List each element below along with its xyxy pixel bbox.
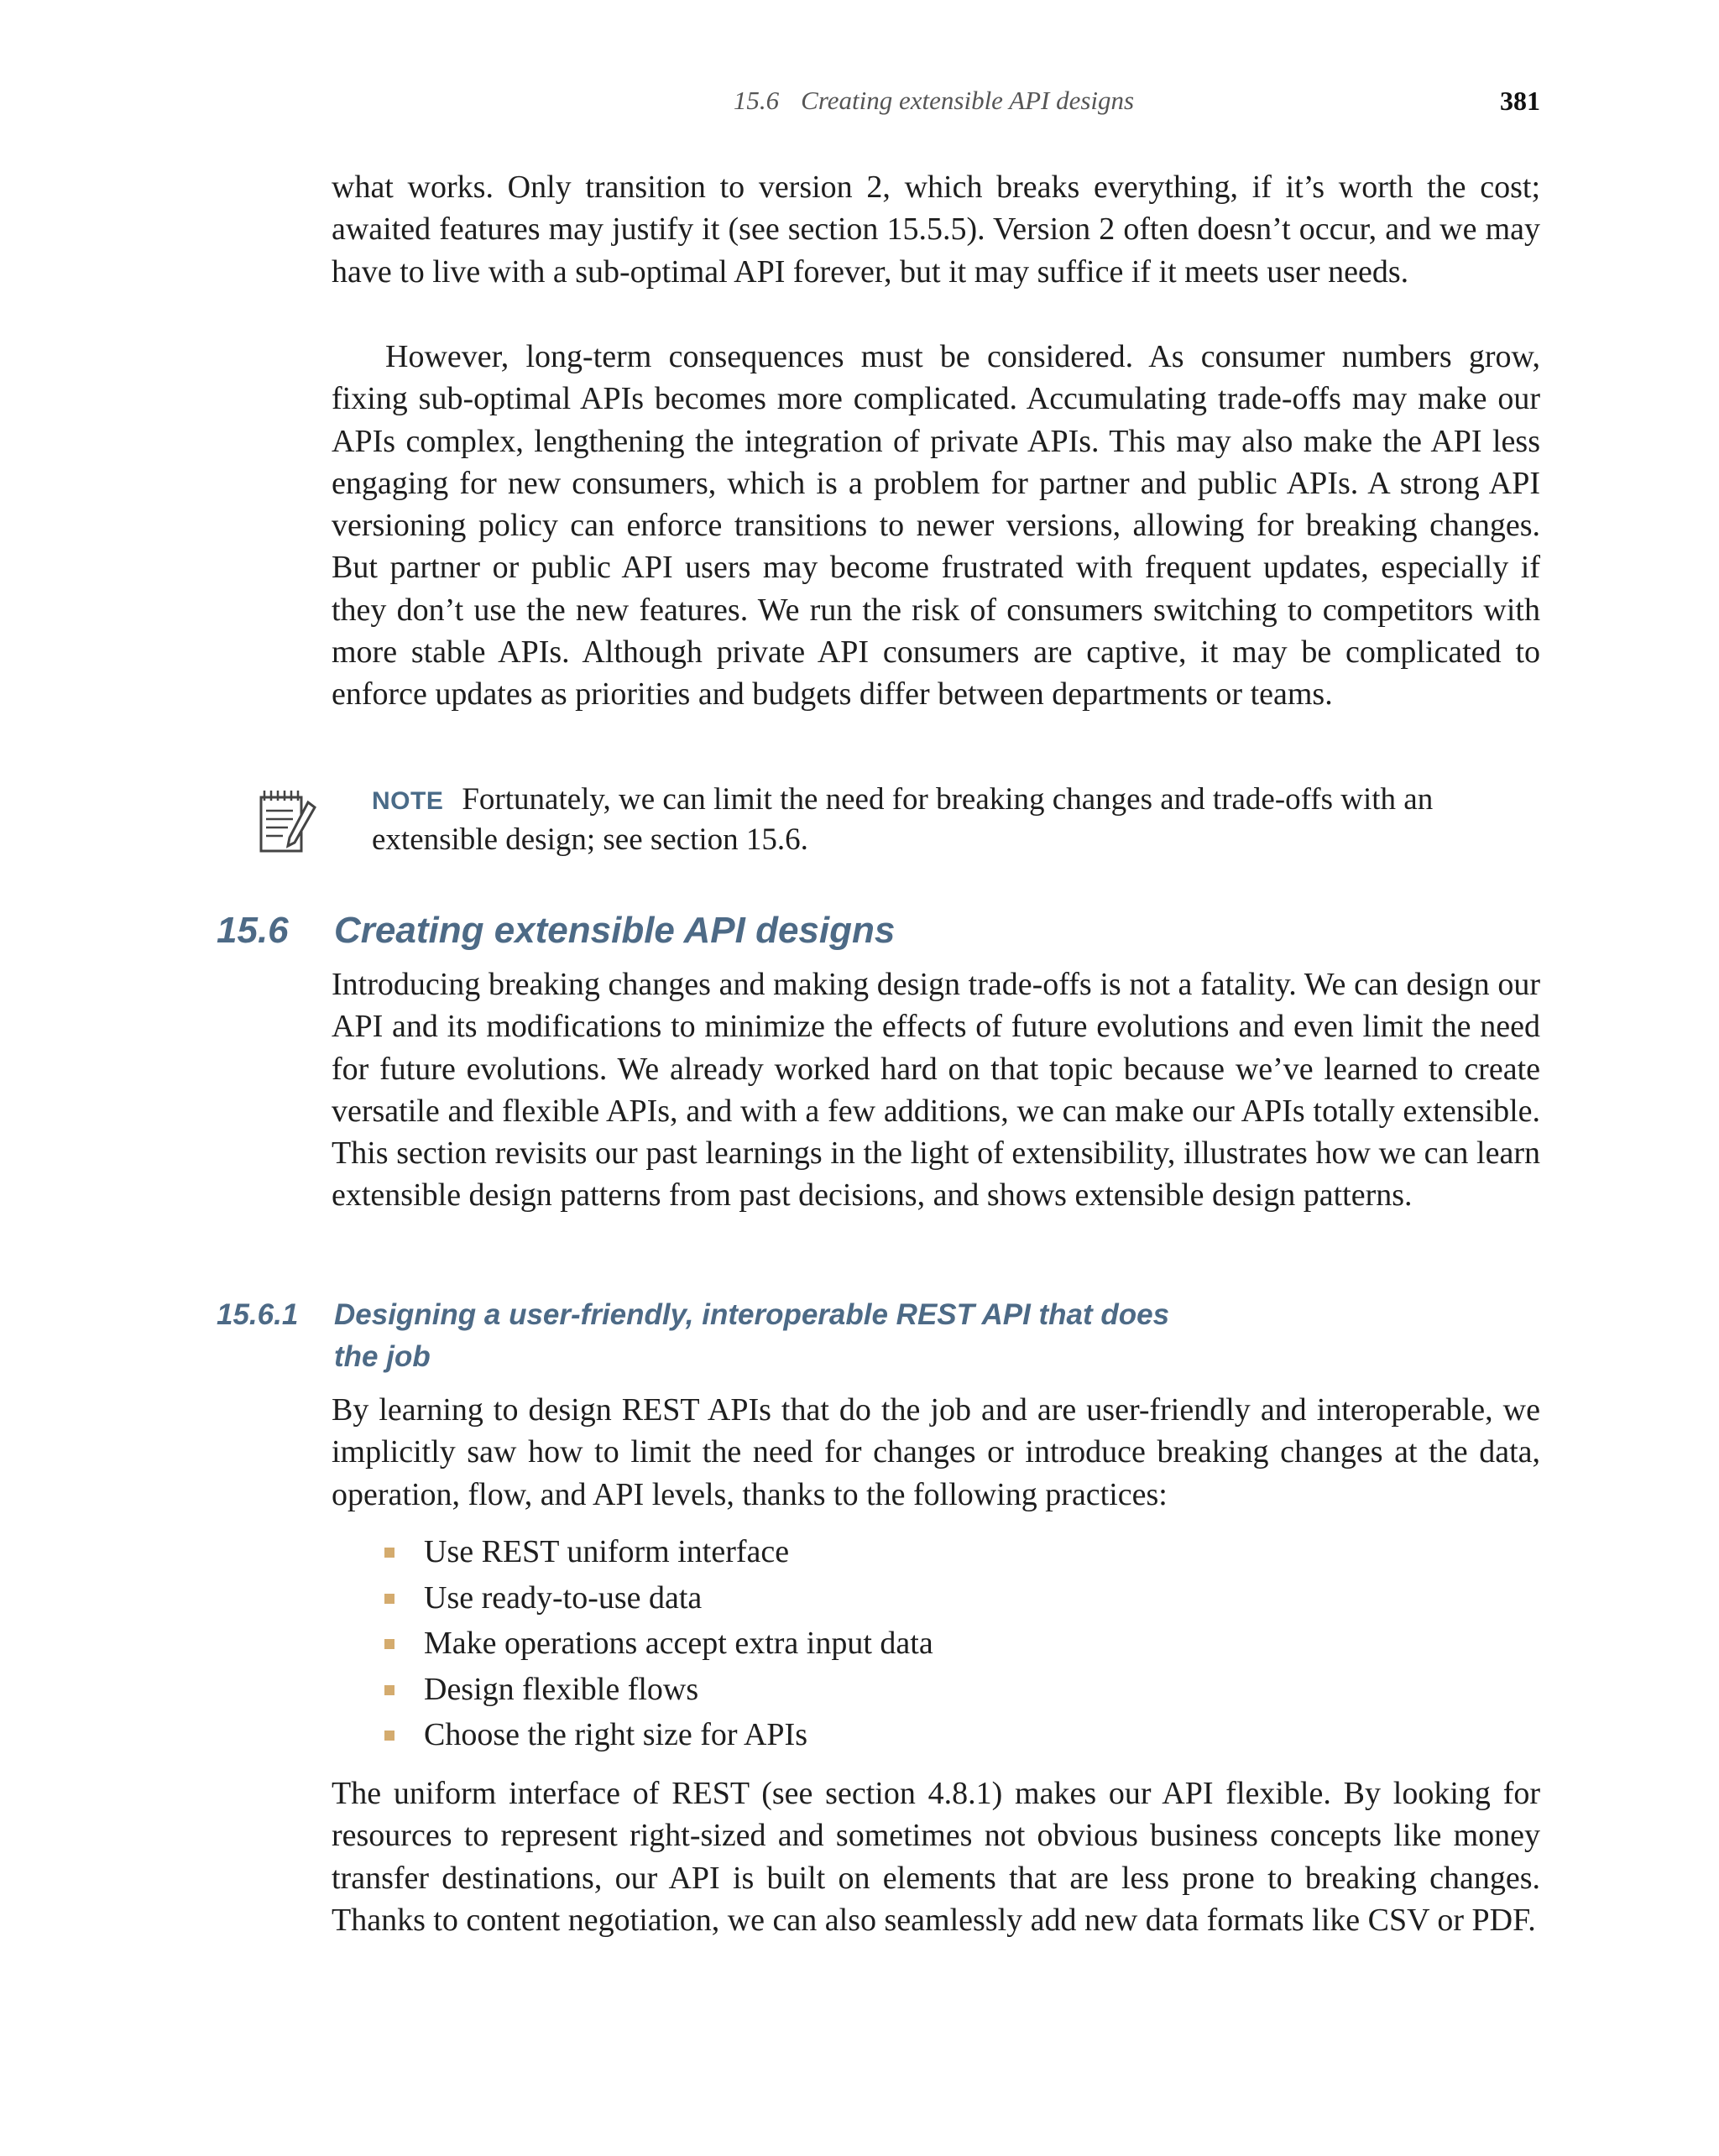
bullet-marker bbox=[384, 1639, 394, 1649]
subsection-intro bbox=[332, 1389, 1540, 1516]
paragraph-text: what works. Only transition to version 2, which breaks everything, if it’s worth the cost; awaited features may justify it (see section 15.5.5). Version 2 often doesn’t occur, and we may have to live with a sub-optimal API forever, but it may suffice if it meets user needs. bbox=[332, 170, 1540, 290]
bullet-marker bbox=[384, 1594, 394, 1604]
list-item: Choose the right size for APIs bbox=[332, 1712, 1540, 1758]
bullet-marker bbox=[384, 1685, 394, 1695]
list-item: Use REST uniform interface bbox=[332, 1529, 1540, 1575]
subsection-title: Designing a user-friendly, interoperable REST API that does the job bbox=[334, 1298, 1170, 1373]
bullet-marker bbox=[384, 1548, 394, 1558]
running-section-title: Creating extensible API designs bbox=[801, 86, 1135, 115]
note-body: Fortunately, we can limit the need for breaking changes and trade-offs with an extensible design; see section 15.6. bbox=[372, 782, 1434, 857]
section-number: 15.6 bbox=[217, 910, 289, 951]
bullet-marker bbox=[384, 1731, 394, 1741]
note-label: NOTE bbox=[372, 787, 444, 815]
section-title: Creating extensible API designs bbox=[334, 910, 896, 951]
note-text bbox=[372, 780, 1463, 859]
note-icon bbox=[256, 787, 316, 859]
section-intro bbox=[332, 963, 1540, 1217]
paragraph-text: However, long-term consequences must be considered. As consumer numbers grow, fixing sub-optimal APIs becomes more complicated. Accumulating trade-offs may make our APIs complex, lengthening the integration of private APIs. This may also make the API less engaging for new consumers, which is a problem for partner and public APIs. A strong API versioning policy can enforce transitions to newer versions, allowing for breaking changes. But partner or public API users may become frustrated with frequent updates, especially if they don’t use the new features. We run the risk of consumers switching to competitors with more stable APIs. Although private API consumers are captive, it may be complicated to enforce updates as priorities and budgets differ between departments or teams. bbox=[332, 339, 1540, 713]
list-item: Make operations accept extra input data bbox=[332, 1621, 1540, 1667]
running-title bbox=[327, 80, 1540, 122]
list-item: Use ready-to-use data bbox=[332, 1575, 1540, 1621]
subsection-number: 15.6.1 bbox=[217, 1298, 299, 1331]
paragraph-consequences bbox=[332, 336, 1540, 716]
paragraph-text: The uniform interface of REST (see section 4.8.1) makes our API flexible. By looking for resources to represent right-sized and sometimes not obvious business concepts like money transfer destinations, our API is built on elements that are less prone to breaking changes. Thanks to content negotiation, we can also seamlessly add new data formats like CSV or PDF. bbox=[332, 1776, 1540, 1938]
paragraph-continuation bbox=[332, 166, 1540, 293]
paragraph-text: Introducing breaking changes and making design trade-offs is not a fatality. We can design our API and its modifications to minimize the effects of future evolutions and even limit the need for future evolutions. We already worked hard on that topic because we’ve learned to create versatile and flexible APIs, and with a few additions, we can make our APIs totally extensible. This section revisits our past learnings in the light of extensibility, illustrates how we can learn extensible design patterns from past decisions, and shows extensible design patterns. bbox=[332, 967, 1540, 1214]
section-heading bbox=[217, 907, 1543, 954]
running-section-number: 15.6 bbox=[733, 86, 780, 115]
list-item: Design flexible flows bbox=[332, 1667, 1540, 1713]
paragraph-text: By learning to design REST APIs that do the job and are user-friendly and interoperable, we implicitly saw how to limit the need for changes or introduce breaking changes at the data, operation, flow, and API levels, thanks to the following practices: bbox=[332, 1392, 1540, 1512]
page-header bbox=[327, 80, 1540, 122]
subsection-heading bbox=[217, 1294, 1543, 1378]
practices-list bbox=[332, 1529, 1540, 1758]
page-number: 381 bbox=[1500, 86, 1540, 116]
closing-paragraph bbox=[332, 1772, 1540, 1941]
